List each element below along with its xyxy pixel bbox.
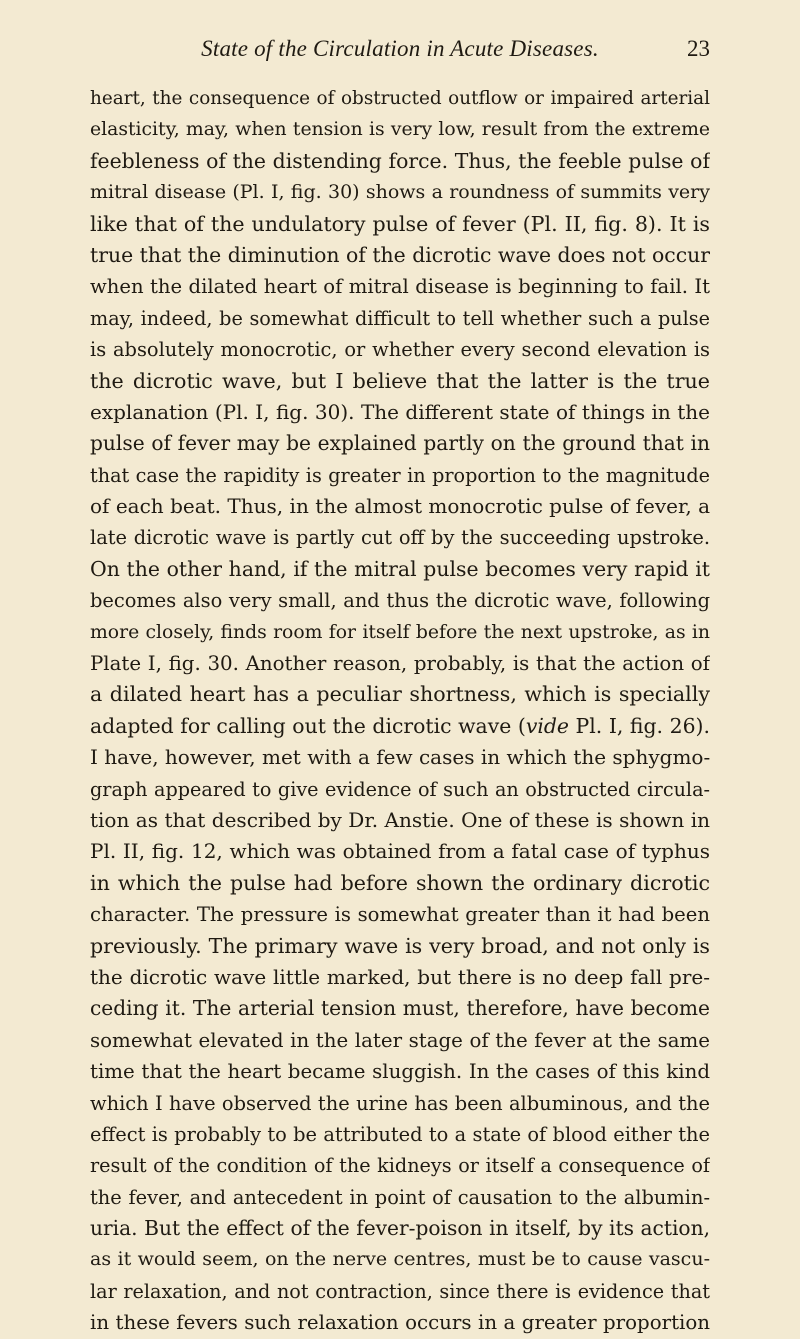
text-line: in these fevers such relaxation occurs in a greater proportion [90, 1311, 710, 1335]
text-line: the dicrotic wave, but I believe that the latter is the true [90, 368, 710, 393]
text-line: uria. But the effect of the fever-poison in itself, by its action, [90, 1216, 710, 1241]
text-line: lar relaxation, and not contraction, since there is evidence that [90, 1279, 710, 1303]
text-line: the fever, and antecedent in point of causation to the albumin- [90, 1185, 710, 1209]
text-line: elasticity, may, when tension is very low, result from the extreme [90, 119, 710, 141]
text-line: somewhat elevated in the later stage of the fever at the same [90, 1028, 710, 1052]
running-title: State of the Circulation in Acute Diseases. [201, 36, 599, 61]
text-line: late dicrotic wave is partly cut off by the succeeding upstroke. [90, 526, 710, 550]
text-line: when the dilated heart of mitral disease is beginning to fail. It [90, 275, 710, 299]
text-line: that case the rapidity is greater in proportion to the magnitude [90, 463, 710, 487]
text-line: in which the pulse had before shown the ordinary dicrotic [90, 870, 710, 895]
text-line: Pl. II, fig. 12, which was obtained from a fatal case of typhus [90, 839, 710, 864]
text-line: like that of the undulatory pulse of fever (Pl. II, fig. 8). It is [90, 211, 710, 236]
text-line: On the other hand, if the mitral pulse becomes very rapid it [90, 556, 710, 581]
text-line: result of the condition of the kidneys or itself a consequence of [90, 1154, 710, 1178]
text-line: tion as that described by Dr. Anstie. One of these is shown in [90, 807, 710, 832]
text-line: mitral disease (Pl. I, fig. 30) shows a roundness of summits very [90, 181, 710, 204]
text-line: true that the diminution of the dicrotic wave does not occur [90, 242, 710, 267]
running-head [90, 34, 710, 64]
text-line: ceding it. The arterial tension must, therefore, have become [90, 996, 710, 1021]
text-line: explanation (Pl. I, fig. 30). The different state of things in the [90, 399, 710, 424]
text-line: is absolutely monocrotic, or whether every second elevation is [90, 338, 710, 362]
page-number: 23 [687, 36, 710, 61]
text-line: the dicrotic wave little marked, but there is no deep fall pre- [90, 964, 710, 989]
text-line: becomes also very small, and thus the dicrotic wave, following [90, 589, 710, 613]
text-line: of each beat. Thus, in the almost monocrotic pulse of fever, a [90, 494, 710, 519]
text-line: time that the heart became sluggish. In the cases of this kind [90, 1060, 710, 1084]
text-line: may, indeed, be somewhat difficult to tell whether such a pulse [90, 306, 710, 330]
text-line: effect is probably to be attributed to a state of blood either the [90, 1122, 710, 1146]
text-line: heart, the consequence of obstructed outflow or impaired arterial [90, 88, 710, 109]
text-line: previously. The primary wave is very broad, and not only is [90, 933, 710, 958]
body-text [90, 83, 710, 1339]
text-line: adapted for calling out the dicrotic wave (vide Pl. I, fig. 26). [90, 713, 710, 738]
text-line: more closely, finds room for itself before the next upstroke, as in [90, 621, 710, 643]
text-line: as it would seem, on the nerve centres, must be to cause vascu- [90, 1248, 710, 1271]
text-line: graph appeared to give evidence of such an obstructed circula- [90, 777, 710, 801]
text-line: feebleness of the distending force. Thus, the feeble pulse of [90, 148, 710, 173]
text-line: which I have observed the urine has been albuminous, and the [90, 1091, 710, 1115]
text-line: I have, however, met with a few cases in which the sphygmo- [90, 745, 710, 770]
text-line: character. The pressure is somewhat greater than it had been [90, 903, 710, 927]
text-line: a dilated heart has a peculiar shortness, which is specially [90, 682, 710, 707]
text-line: Plate I, fig. 30. Another reason, probably, is that the action of [90, 652, 710, 676]
text-line: pulse of fever may be explained partly on the ground that in [90, 431, 710, 456]
